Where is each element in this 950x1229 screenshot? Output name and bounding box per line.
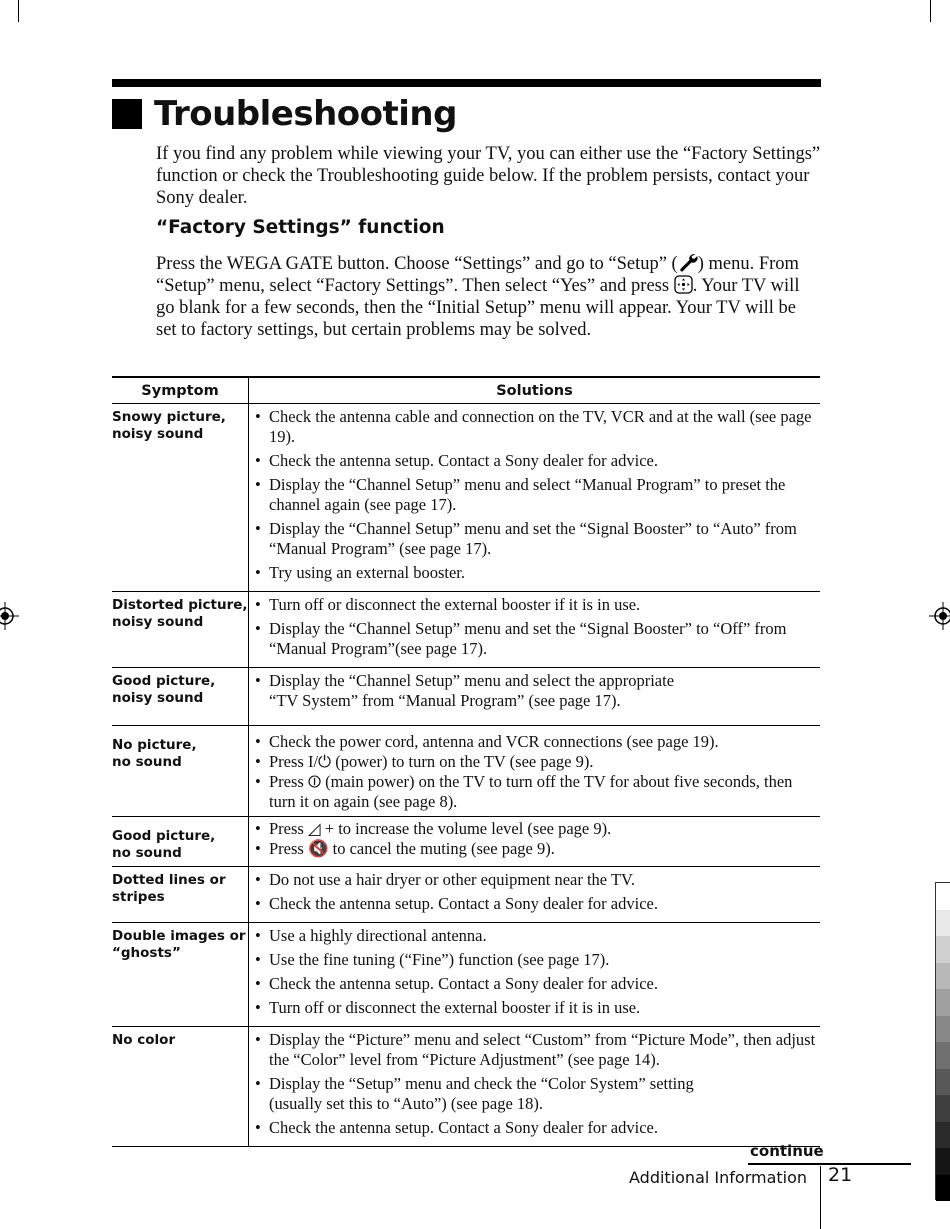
title-square-icon xyxy=(112,99,142,129)
grayscale-swatch xyxy=(936,989,950,1016)
factory-settings-text-3: . Your TV will go blank for a few seconds, then the “Initial Setup” menu will appear. Your TV will be set to factory settings, but certain problems may be solved. xyxy=(156,276,800,340)
solutions-cell xyxy=(249,817,821,867)
symptom-cell: Good picture, noisy sound xyxy=(112,668,249,726)
registration-mark-right xyxy=(929,602,950,630)
grayscale-swatch xyxy=(936,1148,950,1175)
grayscale-swatch xyxy=(936,1042,950,1069)
solutions-cell xyxy=(249,726,821,817)
grayscale-swatch xyxy=(936,1122,950,1149)
solution-item: • Press I/⏻ (power) to turn on the TV (see page 9). xyxy=(255,752,820,772)
grayscale-swatch xyxy=(936,1016,950,1043)
solution-item: • Display the “Setup” menu and check the “Color System” setting (usually set this to “Auto”) (see page 18). xyxy=(255,1074,820,1114)
crop-mark-top-right xyxy=(930,0,931,22)
solution-item: • Check the antenna cable and connection on the TV, VCR and at the wall (see page 19). xyxy=(255,407,820,447)
solution-item: • Turn off or disconnect the external booster if it is in use. xyxy=(255,595,820,615)
factory-settings-text-1: Press the WEGA GATE button. Choose “Settings” and go to “Setup” ( xyxy=(156,254,678,274)
section-name: Additional Information xyxy=(629,1168,808,1187)
grayscale-swatch xyxy=(936,910,950,937)
solution-item: • Check the antenna setup. Contact a Sony dealer for advice. xyxy=(255,894,820,914)
solution-item: • Use a highly directional antenna. xyxy=(255,926,820,946)
solution-item: • Press ⏼ (main power) on the TV to turn off the TV for about five seconds, then turn it on again (see page 8). xyxy=(255,772,820,812)
solution-item: • Use the fine tuning (“Fine”) function (see page 17). xyxy=(255,950,820,970)
troubleshooting-table xyxy=(112,376,820,1147)
symptom-column-header: Symptom xyxy=(112,377,249,404)
solutions-cell xyxy=(249,923,821,1027)
solution-item: • Display the “Channel Setup” menu and select “Manual Program” to preset the channel again (see page 17). xyxy=(255,475,820,515)
factory-settings-paragraph xyxy=(156,252,821,341)
page-title: Troubleshooting xyxy=(154,94,457,134)
solution-item: • Check the antenna setup. Contact a Sony dealer for advice. xyxy=(255,451,820,471)
solutions-cell xyxy=(249,867,821,923)
continue-label: continue xyxy=(750,1142,824,1160)
table-row xyxy=(112,404,820,592)
solution-item: • Display the “Channel Setup” menu and select the appropriate “TV System” from “Manual Program” (see page 17). xyxy=(255,671,820,711)
table-row xyxy=(112,1027,820,1147)
grayscale-swatch xyxy=(936,936,950,963)
page-number-separator xyxy=(820,1166,821,1229)
intro-paragraph: If you find any problem while viewing your TV, you can either use the “Factory Settings” function or check the Troubleshooting guide below. If the problem persists, contact your Sony dealer. xyxy=(156,144,821,208)
symptom-cell: Double images or “ghosts” xyxy=(112,923,249,1027)
page-number: 21 xyxy=(828,1164,853,1186)
solution-item: • Press ◿ + to increase the volume level (see page 9). xyxy=(255,819,820,839)
solutions-cell xyxy=(249,404,821,592)
top-rule xyxy=(112,79,821,87)
table-row xyxy=(112,923,820,1027)
symptom-cell: Dotted lines or stripes xyxy=(112,867,249,923)
table-row xyxy=(112,668,820,726)
solution-item: • Check the antenna setup. Contact a Sony dealer for advice. xyxy=(255,974,820,994)
symptom-cell: Snowy picture, noisy sound xyxy=(112,404,249,592)
solution-item: • Display the “Picture” menu and select “Custom” from “Picture Mode”, then adjust the “Color” level from “Picture Adjustment” (see page 14). xyxy=(255,1030,820,1070)
grayscale-swatch xyxy=(936,883,950,910)
solutions-cell xyxy=(249,592,821,668)
grayscale-calibration-bar xyxy=(935,882,950,1200)
solution-item: • Check the antenna setup. Contact a Sony dealer for advice. xyxy=(255,1118,820,1138)
crop-mark-top-left xyxy=(18,0,19,22)
solutions-cell xyxy=(249,668,821,726)
factory-settings-text-2: ) menu. From “Setup” menu, select “Factory Settings”. Then select “Yes” and press xyxy=(156,254,799,296)
solution-item: • Display the “Channel Setup” menu and set the “Signal Booster” to “Auto” from “Manual Program” (see page 17). xyxy=(255,519,820,559)
solution-item: • Press 🔇 to cancel the muting (see page 9). xyxy=(255,839,820,859)
title-row xyxy=(112,94,457,134)
grayscale-swatch xyxy=(936,1069,950,1096)
table-body xyxy=(112,404,820,1147)
solution-item: • Try using an external booster. xyxy=(255,563,820,583)
solutions-cell xyxy=(249,1027,821,1147)
grayscale-swatch xyxy=(936,1095,950,1122)
table-header-row xyxy=(112,377,820,404)
solution-item: • Check the power cord, antenna and VCR connections (see page 19). xyxy=(255,732,820,752)
symptom-cell: No color xyxy=(112,1027,249,1147)
factory-settings-heading: “Factory Settings” function xyxy=(156,217,445,238)
ok-button-icon xyxy=(674,275,693,294)
grayscale-swatch xyxy=(936,963,950,990)
wrench-icon xyxy=(678,252,698,272)
grayscale-swatch xyxy=(936,1175,950,1202)
registration-mark-left xyxy=(0,602,19,630)
solution-item: • Do not use a hair dryer or other equipment near the TV. xyxy=(255,870,820,890)
table-row xyxy=(112,817,820,867)
table-row xyxy=(112,726,820,817)
solution-item: • Display the “Channel Setup” menu and set the “Signal Booster” to “Off” from “Manual Program”(see page 17). xyxy=(255,619,820,659)
symptom-cell: Good picture, no sound xyxy=(112,817,249,867)
table-row xyxy=(112,867,820,923)
symptom-cell: Distorted picture, noisy sound xyxy=(112,592,249,668)
symptom-cell: No picture, no sound xyxy=(112,726,249,817)
solutions-column-header: Solutions xyxy=(249,377,821,404)
solution-item: • Turn off or disconnect the external booster if it is in use. xyxy=(255,998,820,1018)
table-row xyxy=(112,592,820,668)
